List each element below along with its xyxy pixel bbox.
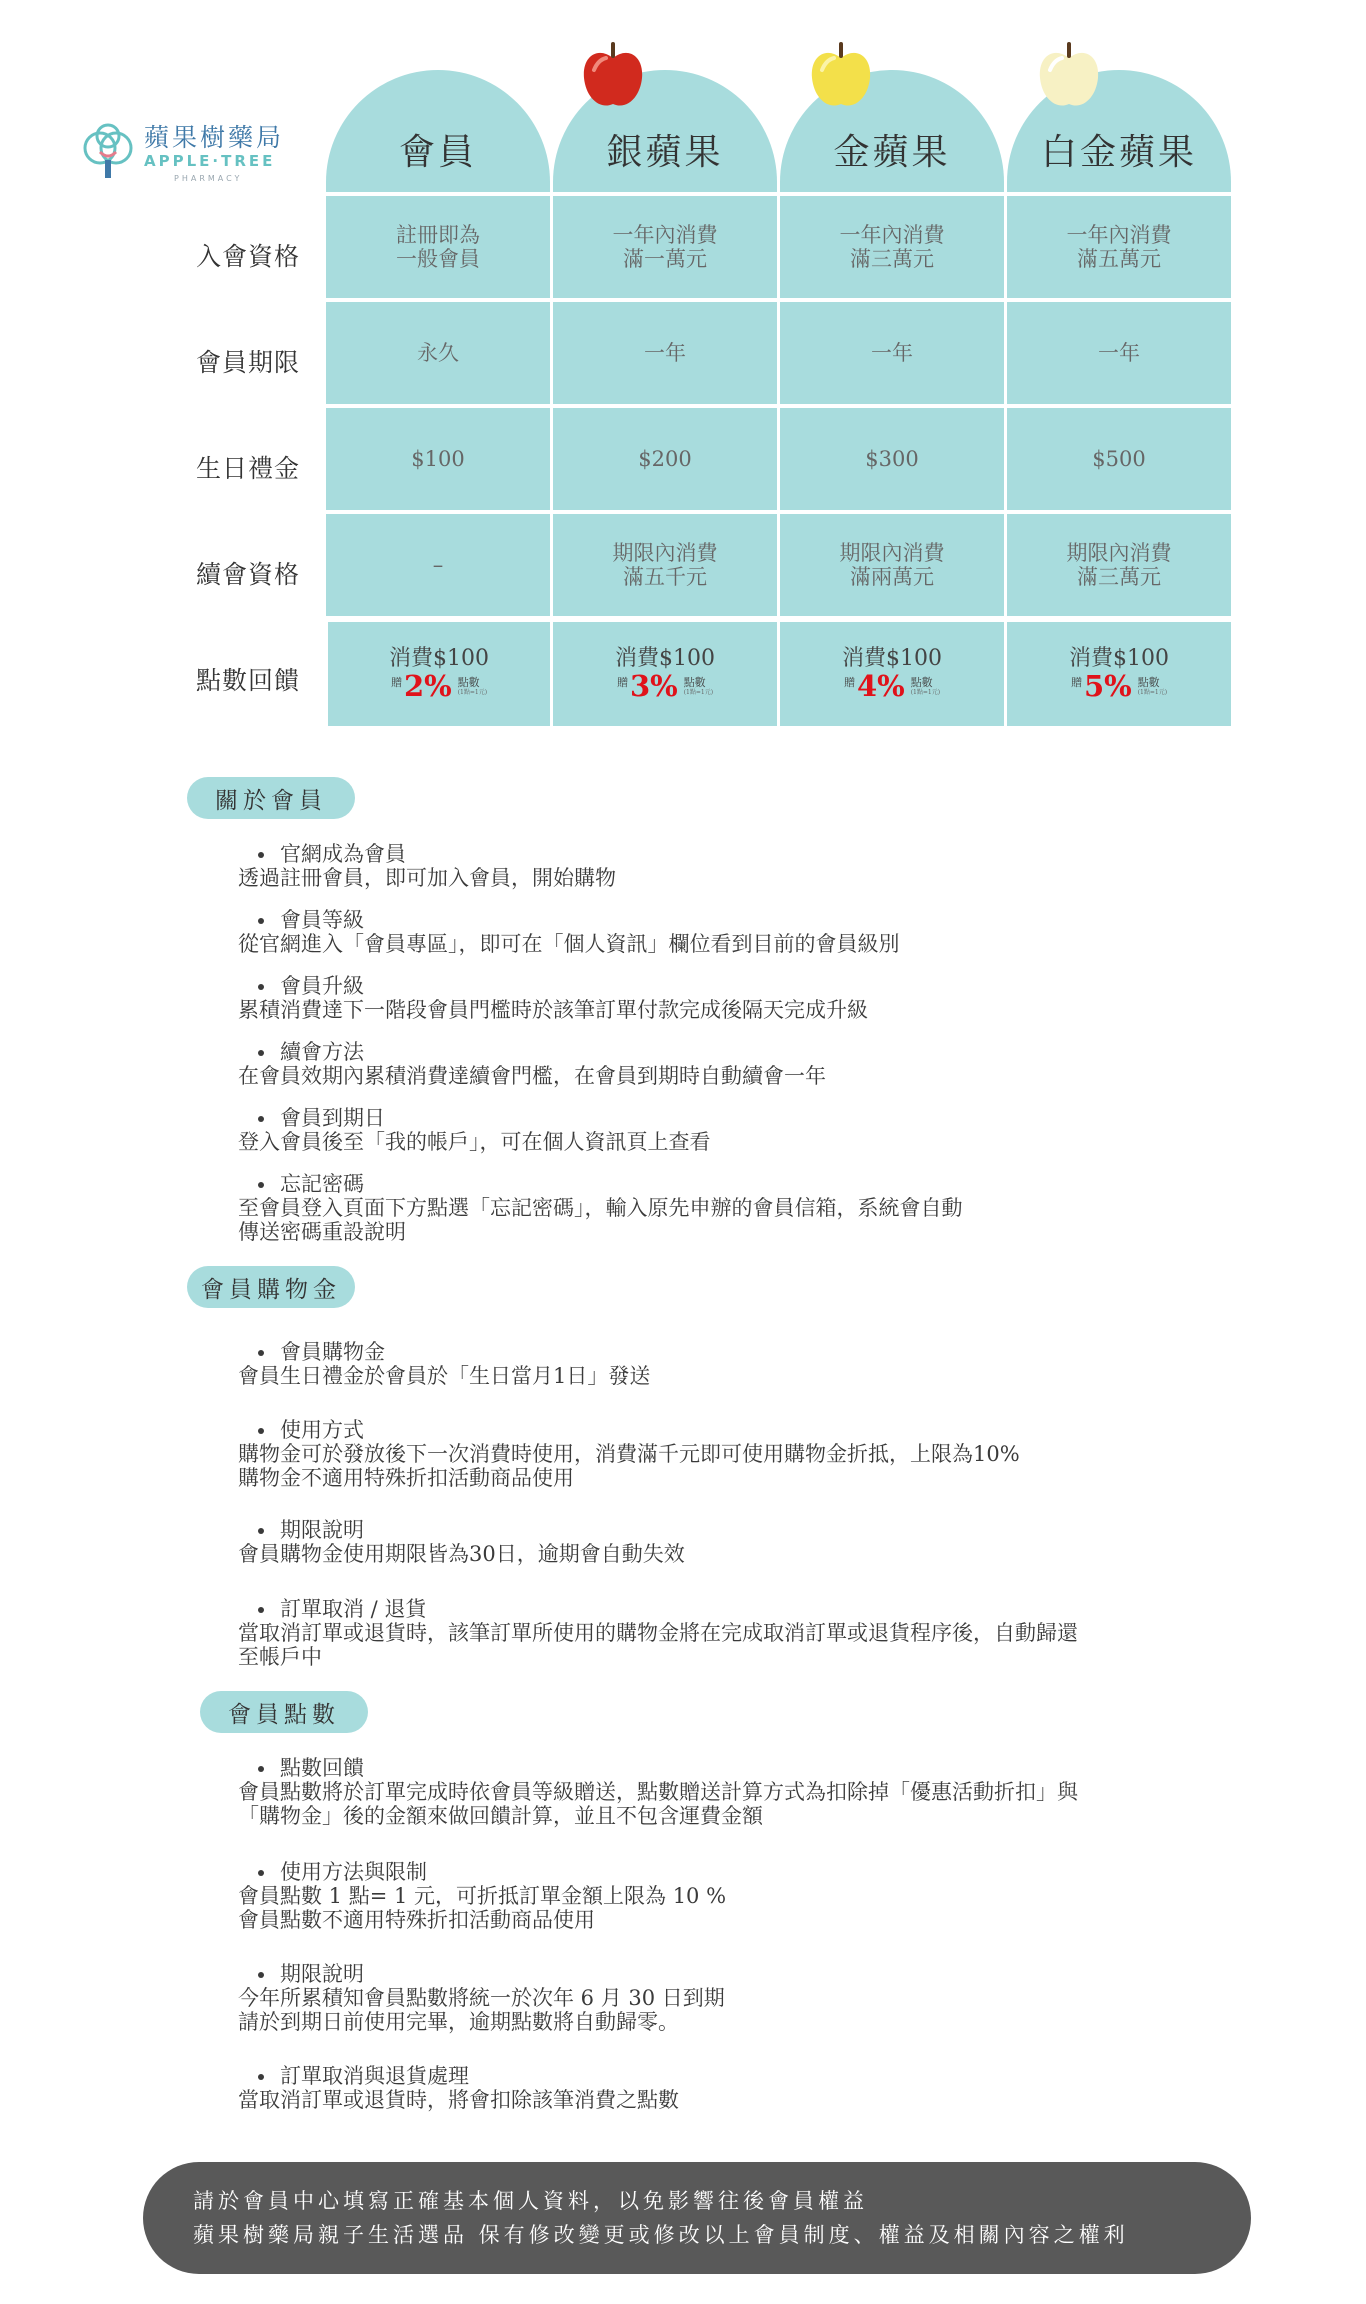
cell-join-gold: 一年內消費 滿三萬元	[780, 196, 1004, 298]
item-body: 從官網進入「會員專區」，即可在「個人資訊」欄位看到目前的會員級別	[238, 932, 900, 956]
logo-name-en: APPLE·TREE	[144, 152, 276, 170]
points-note: (1點=1元)	[457, 689, 488, 696]
points-percent: 4%	[856, 669, 905, 703]
points-unit: 點數	[457, 676, 480, 689]
yellow-apple-icon	[808, 40, 874, 112]
points-give-label: 贈	[843, 676, 855, 689]
section-title-about: 關於會員	[187, 777, 355, 819]
item-body: 累積消費達下一階段會員門檻時於該筆訂單付款完成後隔天完成升級	[238, 998, 868, 1022]
tier-header-member	[326, 70, 550, 192]
list-item	[238, 1040, 1218, 1088]
cell-points-silver	[553, 622, 777, 726]
cell-join-platinum: 一年內消費 滿五萬元	[1007, 196, 1231, 298]
cell-renew-member: –	[326, 514, 550, 616]
item-title: 期限說明	[280, 1962, 364, 1986]
list-item	[238, 2064, 1218, 2112]
points-spend: 消費$100	[842, 646, 942, 671]
item-title: 續會方法	[280, 1040, 364, 1064]
row-label-period: 會員期限	[196, 348, 301, 377]
item-title: 訂單取消 / 退貨	[280, 1597, 427, 1621]
cell-birthday-gold: $300	[780, 408, 1004, 510]
cell-period-gold: 一年	[780, 302, 1004, 404]
list-item	[238, 908, 1218, 956]
item-title: 使用方法與限制	[280, 1860, 427, 1884]
list-item	[238, 842, 1218, 890]
list-item	[238, 1418, 1218, 1490]
item-body: 在會員效期內累積消費達續會門檻，在會員到期時自動續會一年	[238, 1064, 826, 1088]
list-item	[238, 1756, 1218, 1828]
list-item	[238, 1340, 1218, 1388]
footer-line-2: 蘋果樹藥局親子生活選品 保有修改變更或修改以上會員制度、權益及相關內容之權利	[193, 2223, 1129, 2247]
logo-name-cn: 蘋果樹藥局	[144, 123, 285, 152]
row-label-birthday: 生日禮金	[196, 454, 301, 483]
white-apple-icon	[1036, 40, 1102, 112]
list-item	[238, 1962, 1218, 2034]
item-body: 當取消訂單或退貨時，將會扣除該筆消費之點數	[238, 2088, 679, 2112]
cell-join-member: 註冊即為 一般會員	[326, 196, 550, 298]
apple-tree-logo-icon	[78, 122, 138, 182]
cell-renew-platinum: 期限內消費 滿三萬元	[1007, 514, 1231, 616]
item-body: 會員點數將於訂單完成時依會員等級贈送，點數贈送計算方式為扣除掉「優惠活動折扣」與 「購物金」後的金額來做回饋計算，並且不包含運費金額	[238, 1780, 1078, 1828]
tier-name: 白金蘋果	[1040, 132, 1197, 173]
item-title: 期限說明	[280, 1518, 364, 1542]
cell-points-gold	[780, 622, 1004, 726]
cell-points-platinum	[1007, 622, 1231, 726]
points-spend: 消費$100	[389, 646, 489, 671]
item-title: 會員購物金	[280, 1340, 385, 1364]
section-title-points: 會員點數	[200, 1691, 368, 1733]
item-body: 至會員登入頁面下方點選「忘記密碼」，輸入原先申辦的會員信箱，系統會自動 傳送密碼重設說明	[238, 1196, 963, 1244]
list-item	[238, 1597, 1218, 1669]
tier-name: 金蘋果	[833, 132, 951, 173]
section-title-shopping-credit: 會員購物金	[187, 1266, 355, 1308]
points-percent: 3%	[629, 669, 678, 703]
list-item	[238, 974, 1218, 1022]
footer-notice	[143, 2162, 1251, 2274]
points-note: (1點=1元)	[683, 689, 714, 696]
list-item	[238, 1518, 1218, 1566]
logo-subtitle: PHARMACY	[174, 174, 243, 183]
item-title: 會員升級	[280, 974, 364, 998]
list-item	[238, 1172, 1218, 1244]
points-unit: 點數	[1137, 676, 1160, 689]
points-spend: 消費$100	[615, 646, 715, 671]
points-percent: 2%	[403, 669, 452, 703]
item-title: 會員到期日	[280, 1106, 385, 1130]
points-unit: 點數	[683, 676, 706, 689]
cell-points-member	[328, 622, 550, 726]
points-give-label: 贈	[616, 676, 628, 689]
tier-name: 銀蘋果	[606, 132, 724, 173]
points-give-label: 贈	[390, 676, 402, 689]
item-body: 會員購物金使用期限皆為30日，逾期會自動失效	[238, 1542, 685, 1566]
points-percent: 5%	[1083, 669, 1132, 703]
points-unit: 點數	[910, 676, 933, 689]
points-note: (1點=1元)	[1137, 689, 1168, 696]
item-title: 點數回饋	[280, 1756, 364, 1780]
red-apple-icon	[580, 40, 646, 112]
points-note: (1點=1元)	[910, 689, 941, 696]
cell-join-silver: 一年內消費 滿一萬元	[553, 196, 777, 298]
footer-line-1: 請於會員中心填寫正確基本個人資料，以免影響往後會員權益	[193, 2189, 868, 2213]
row-label-join: 入會資格	[196, 242, 301, 271]
item-title: 會員等級	[280, 908, 364, 932]
cell-renew-silver: 期限內消費 滿五千元	[553, 514, 777, 616]
item-title: 使用方式	[280, 1418, 364, 1442]
item-body: 會員點數 1 點= 1 元，可折抵訂單金額上限為 10 % 會員點數不適用特殊折扣活動商品使用	[238, 1884, 727, 1932]
pharmacy-logo[interactable]	[78, 116, 318, 192]
row-label-points: 點數回饋	[196, 666, 301, 695]
item-title: 忘記密碼	[280, 1172, 364, 1196]
cell-birthday-silver: $200	[553, 408, 777, 510]
item-body: 會員生日禮金於會員於「生日當月1日」發送	[238, 1364, 651, 1388]
item-body: 今年所累積知會員點數將統一於次年 6 月 30 日到期 請於到期日前使用完畢，逾期點數將自動歸零。	[238, 1986, 725, 2034]
cell-birthday-platinum: $500	[1007, 408, 1231, 510]
item-title: 訂單取消與退貨處理	[280, 2064, 469, 2088]
cell-period-member: 永久	[326, 302, 550, 404]
points-spend: 消費$100	[1069, 646, 1169, 671]
points-give-label: 贈	[1070, 676, 1082, 689]
item-body: 購物金可於發放後下一次消費時使用，消費滿千元即可使用購物金折抵，上限為10% 購物金不適用特殊折扣活動商品使用	[238, 1442, 1020, 1490]
row-label-renew: 續會資格	[196, 560, 301, 589]
list-item	[238, 1860, 1218, 1932]
item-body: 登入會員後至「我的帳戶」，可在個人資訊頁上查看	[238, 1130, 711, 1154]
tier-name: 會員	[398, 132, 477, 173]
cell-period-platinum: 一年	[1007, 302, 1231, 404]
item-body: 當取消訂單或退貨時，該筆訂單所使用的購物金將在完成取消訂單或退貨程序後，自動歸還 至帳戶中	[238, 1621, 1078, 1669]
list-item	[238, 1106, 1218, 1154]
cell-birthday-member: $100	[326, 408, 550, 510]
item-body: 透過註冊會員，即可加入會員，開始購物	[238, 866, 616, 890]
cell-renew-gold: 期限內消費 滿兩萬元	[780, 514, 1004, 616]
item-title: 官網成為會員	[280, 842, 406, 866]
cell-period-silver: 一年	[553, 302, 777, 404]
